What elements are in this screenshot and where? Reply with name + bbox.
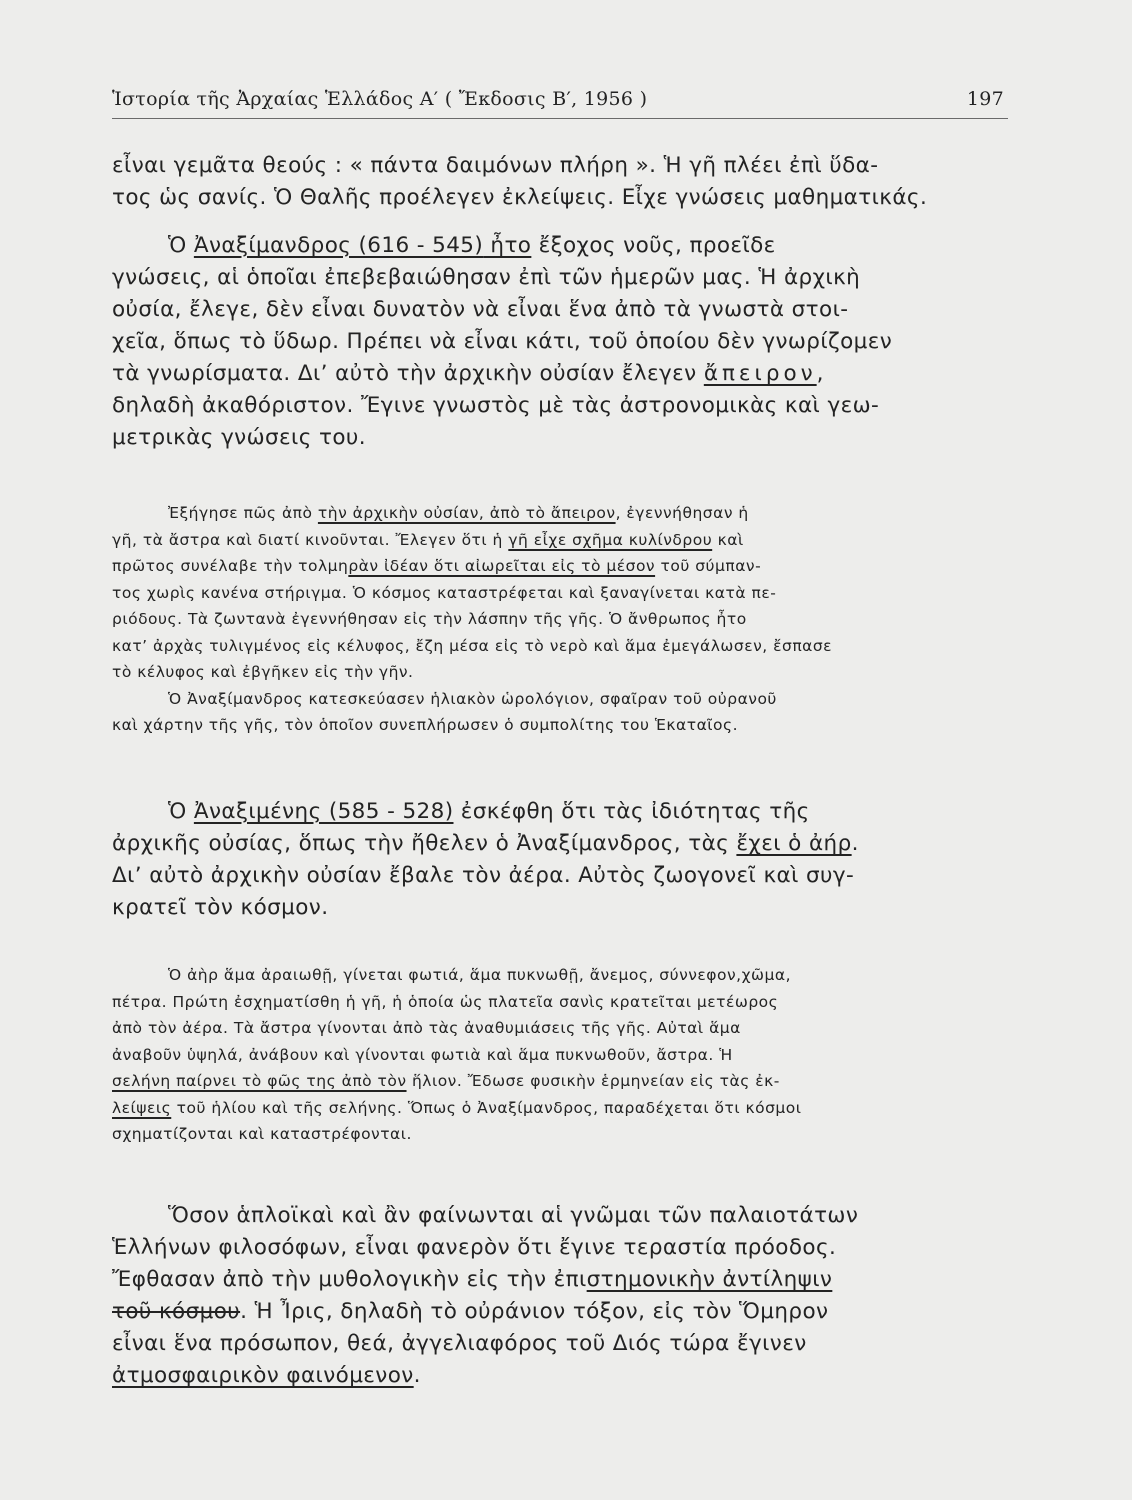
text-segment: Ὁ — [168, 799, 194, 824]
text-line — [112, 527, 1008, 554]
text-segment: , ἐγεννήθησαν ἡ — [615, 504, 749, 522]
text-line — [112, 1296, 1008, 1328]
underlined-text: λείψεις — [112, 1098, 172, 1117]
text-line — [112, 1095, 1008, 1122]
text-line: πέτρα. Πρώτη ἐσχηματίσθη ἡ γῆ, ἡ ὁποία ὡς πλατεῖα σανὶς κρατεῖται μετέωρος — [112, 992, 779, 1011]
text-line — [112, 796, 1008, 828]
text-line: Ὅσον ἁπλοϊκαὶ καὶ ἂν φαίνωνται αἱ γνῶμαι τῶν παλαιοτάτων — [168, 1203, 859, 1228]
underlined-text: ἔχει ὁ ἀήρ — [736, 831, 852, 856]
text-line: Ὁ ἀὴρ ἅμα ἀραιωθῇ, γίνεται φωτιά, ἅμα πυκνωθῇ, ἄνεμος, σύννεφον,χῶμα, — [168, 966, 792, 984]
text-line: Ἑλλήνων φιλοσόφων, εἶναι φανερὸν ὅτι ἔγινε τεραστία πρόοδος. — [112, 1235, 837, 1260]
text-segment: Ὁ — [168, 233, 194, 258]
page-number: 197 — [966, 88, 1004, 110]
text-segment: . Ἡ Ἶρις, δηλαδὴ τὸ οὐράνιον τόξον, εἰς τὸν Ὅμηρον — [240, 1299, 829, 1324]
text-line: δηλαδὴ ἀκαθόριστον. Ἔγινε γνωστὸς μὲ τὰς ἀστρονομικὰς καὶ γεω- — [112, 393, 880, 418]
underlined-name: Ἀναξίμανδρος (616 - 545) — [193, 233, 484, 258]
running-header — [112, 84, 1008, 119]
text-segment: ἀρχικῆς οὐσίας, ὅπως τὴν ἤθελεν ὁ Ἀναξίμανδρος, τὰς — [112, 831, 737, 856]
header-title: Ἱστορία τῆς Ἀρχαίας Ἑλλάδος Α′ ( Ἔκδοσις Β′, 1956 ) — [112, 88, 648, 110]
text-segment: ἐσκέφθη ὅτι τὰς ἰδιότητας τῆς — [453, 799, 810, 824]
underlined-text: ἀτμοσφαιρικὸν φαινόμενον — [112, 1363, 414, 1388]
text-line: τος χωρὶς κανένα στήριγμα. Ὁ κόσμος καταστρέφεται καὶ ξαναγίνεται κατὰ πε- — [112, 583, 777, 602]
text-line: οὐσία, ἔλεγε, δὲν εἶναι δυνατὸν νὰ εἶναι ἕνα ἀπὸ τὰ γνωστὰ στοι- — [112, 297, 849, 322]
paragraph-thales-end — [112, 150, 1008, 214]
text-line — [112, 1264, 1008, 1296]
text-line: τος ὡς σανίς. Ὁ Θαλῆς προέλεγεν ἐκλείψεις. Εἶχε γνώσεις μαθηματικάς. — [112, 185, 928, 210]
paragraph-small-anaximenes — [112, 962, 1008, 1148]
text-segment: , — [816, 361, 824, 386]
text-segment: Ἔφθασαν ἀπὸ τὴν μυθολογικὴν εἰς τὴν ἐπι — [112, 1267, 587, 1292]
text-line: κρατεῖ τὸν κόσμον. — [112, 895, 329, 920]
paragraph-anaximander — [112, 230, 1008, 454]
underlined-text: σελήνη παίρνει τὸ φῶς της ἀπὸ τὸν — [112, 1072, 407, 1090]
text-segment: . — [413, 1363, 421, 1388]
text-line — [112, 358, 1008, 390]
text-segment: ἔξοχος νοῦς, προεῖδε — [531, 233, 776, 258]
text-line: εἶναι γεμᾶτα θεούς : « πάντα δαιμόνων πλήρη ». Ἡ γῆ πλέει ἐπὶ ὕδα- — [112, 153, 879, 178]
text-segment: Ἐξήγησε πῶς ἀπὸ — [168, 504, 318, 522]
text-line — [112, 1068, 1008, 1095]
underlined-text: τοῦ κόσμου — [112, 1299, 241, 1324]
text-line — [112, 828, 1008, 860]
text-line: Ὁ Ἀναξίμανδρος κατεσκεύασεν ἡλιακὸν ὡρολόγιον, σφαῖραν τοῦ οὐρανοῦ — [168, 689, 777, 708]
text-line: σχηματίζονται καὶ καταστρέφονται. — [112, 1125, 412, 1143]
text-segment: τὰ γνωρίσματα. Διʼ αὐτὸ τὴν ἀρχικὴν οὐσίαν ἔλεγεν — [112, 361, 704, 386]
underlined-word: ἄπειρον — [703, 361, 817, 386]
text-line: καὶ χάρτην τῆς γῆς, τὸν ὁποῖον συνεπλήρωσεν ὁ συμπολίτης του Ἑκαταῖος. — [112, 716, 739, 734]
text-line: Διʼ αὐτὸ ἀρχικὴν οὐσίαν ἔβαλε τὸν ἀέρα. Αὐτὸς ζωογονεῖ καὶ συγ- — [112, 863, 855, 888]
text-segment: ἥλιον. Ἔδωσε φυσικὴν ἑρμηνείαν εἰς τὰς ἐκ- — [406, 1072, 780, 1090]
text-line: τὸ κέλυφος καὶ ἐβγῆκεν εἰς τὴν γῆν. — [112, 663, 414, 681]
text-line: χεῖα, ὅπως τὸ ὕδωρ. Πρέπει νὰ εἶναι κάτι, τοῦ ὁποίου δὲν γνωρίζομεν — [112, 329, 893, 354]
text-segment: . — [851, 831, 859, 856]
text-line — [112, 230, 1008, 262]
paragraph-conclusion — [112, 1200, 1008, 1392]
text-segment: τοῦ ἡλίου καὶ τῆς σελήνης. Ὅπως ὁ Ἀναξίμανδρος, παραδέχεται ὅτι κόσμοι — [171, 1098, 802, 1117]
text-line: κατʼ ἀρχὰς τυλιγμένος εἰς κέλυφος, ἔζη μέσα εἰς τὸ νερὸ καὶ ἅμα ἐμεγάλωσεν, ἔσπασε — [112, 636, 833, 655]
underlined-text: τὴν ἀρχικὴν οὐσίαν, ἀπὸ τὸ ἄπειρον — [317, 504, 616, 522]
paragraph-anaximenes — [112, 796, 1008, 924]
underlined-text: γῆ εἶχε σχῆμα κυλίνδρου — [508, 530, 713, 549]
underlined-text: στημονικὴν ἀντίληψιν — [586, 1267, 833, 1292]
paragraph-small-anaximander — [112, 500, 1008, 739]
text-segment: καὶ — [712, 530, 744, 549]
text-line: μετρικὰς γνώσεις του. — [112, 425, 366, 450]
text-line — [112, 1360, 1008, 1392]
text-line: εἶναι ἕνα πρόσωπον, θεά, ἀγγελιαφόρος τοῦ Διός τώρα ἔγινεν — [112, 1331, 807, 1356]
underlined-text: ρὰν ἰδέαν ὅτι αἰωρεῖται εἰς τὸ μέσον — [348, 557, 656, 575]
underlined-name: Ἀναξιμένης (585 - 528) — [193, 799, 454, 824]
text-line: ἀναβοῦν ὑψηλά, ἀνάβουν καὶ γίνονται φωτιὰ καὶ ἅμα πυκνωθοῦν, ἄστρα. Ἡ — [112, 1045, 733, 1064]
text-line: ἀπὸ τὸν ἀέρα. Τὰ ἄστρα γίνονται ἀπὸ τὰς ἀναθυμιάσεις τῆς γῆς. Αὐταὶ ἅμα — [112, 1019, 741, 1037]
text-line — [112, 500, 1008, 527]
underlined-text: ἦτο — [483, 233, 532, 258]
text-segment: γῆ, τὰ ἄστρα καὶ διατί κινοῦνται. Ἔλεγεν ὅτι ἡ — [112, 530, 509, 549]
text-segment: πρῶτος συνέλαβε τὴν τολμη — [112, 557, 349, 575]
text-line: ριόδους. Τὰ ζωντανὰ ἐγεννήθησαν εἰς τὴν λάσπην τῆς γῆς. Ὁ ἄνθρωπος ἦτο — [112, 610, 747, 628]
text-line — [112, 553, 1008, 580]
text-line: γνώσεις, αἱ ὁποῖαι ἐπεβεβαιώθησαν ἐπὶ τῶν ἡμερῶν μας. Ἡ ἀρχικὴ — [112, 265, 861, 290]
text-segment: τοῦ σύμπαν- — [655, 557, 762, 575]
